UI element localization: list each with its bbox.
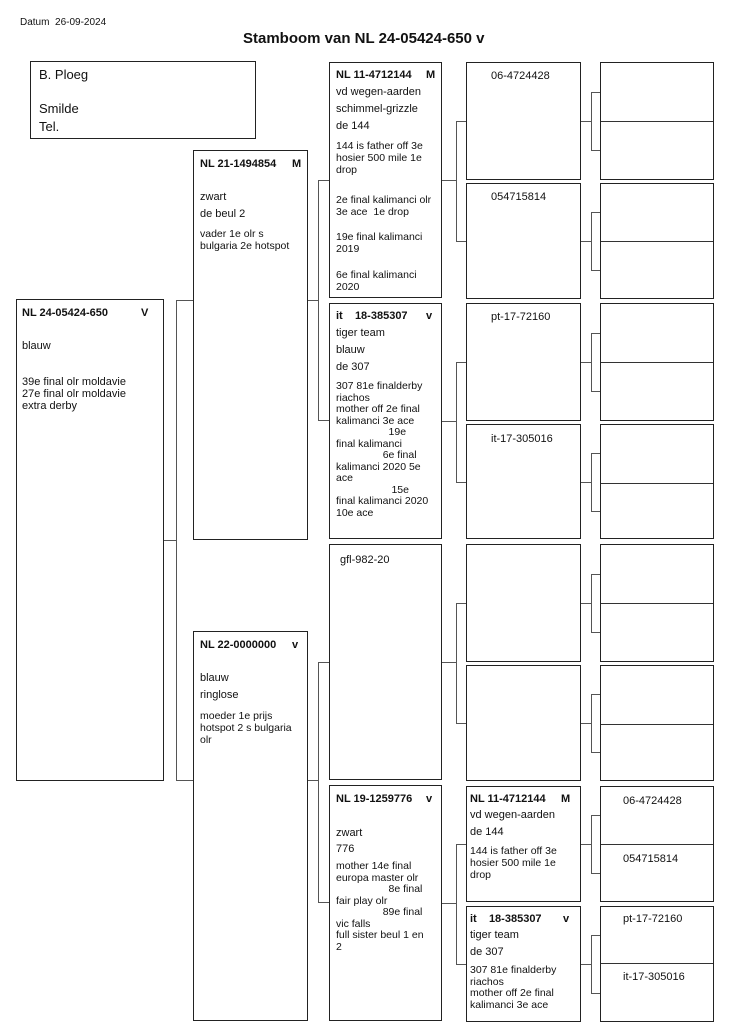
dds-ring: NL 11-4712144 <box>470 793 546 805</box>
page-title: Stamboom van NL 24-05424-650 v <box>243 30 485 47</box>
dam-name: ringlose <box>200 689 239 701</box>
dds-name: vd wegen-aarden <box>470 809 556 821</box>
ssd-ring: 054715814 <box>491 191 547 203</box>
dam-dam-card <box>329 785 442 1021</box>
dam-ring: NL 22-0000000 <box>200 639 277 651</box>
sire-name: de beul 2 <box>200 208 246 220</box>
sd-notes: 307 81e finalderby riachos mother off 2e final kalimanci 3e ace 19e final kalimanci 6e final kalimanci 2020 5e ace 15e final kalimanci 2020 10e ace <box>336 380 429 519</box>
dd-notes: mother 14e final europa master olr 8e final fair play olr 89e final vic falls full sister beul 1 en 2 <box>336 860 424 953</box>
subject-color: blauw <box>22 340 51 352</box>
owner-name: B. Ploeg <box>39 67 89 82</box>
sire-dam-card <box>329 303 442 539</box>
owner-box <box>30 61 256 139</box>
ddd-card <box>466 906 581 1022</box>
sire-color: zwart <box>200 191 227 203</box>
ddds-ring: pt-17-72160 <box>623 913 683 925</box>
sire-card <box>193 150 308 540</box>
dsd-card <box>466 665 581 781</box>
dddd-ring: it-17-305016 <box>623 971 685 983</box>
dd-color: zwart <box>336 827 363 839</box>
dds-notes: 144 is father off 3e hosier 500 mile 1e drop <box>470 845 557 881</box>
subject-ring: NL 24-05424-650 <box>22 307 109 319</box>
gen5-card-4 <box>600 424 714 539</box>
ddd-sex: v <box>563 913 570 925</box>
dd-ring: NL 19-1259776 <box>336 793 413 805</box>
dam-sire-card <box>329 544 442 780</box>
sds-ring: pt-17-72160 <box>491 311 551 323</box>
subject-card <box>16 299 164 781</box>
ss-color: schimmel-grizzle <box>336 103 418 115</box>
ddds-card <box>600 906 714 1022</box>
ss-sex: M <box>426 69 436 81</box>
ssd-card <box>466 183 581 299</box>
ddd-name: tiger team <box>470 929 519 941</box>
ss-nick: de 144 <box>336 120 370 132</box>
ss-ring: NL 11-4712144 <box>336 69 412 81</box>
sd-ring: it 18-385307 <box>336 310 408 322</box>
sdd-card <box>466 424 581 539</box>
sire-ring: NL 21-1494854 <box>200 158 277 170</box>
dss-card <box>466 544 581 662</box>
sire-sire-card <box>329 62 442 298</box>
ss-note3: 19e final kalimanci 2019 <box>336 231 423 255</box>
dd-sex: v <box>426 793 433 805</box>
dds-sex: M <box>561 793 571 805</box>
dds-card <box>466 786 581 902</box>
gen5-card-2 <box>600 183 714 299</box>
ss-note4: 6e final kalimanci 2020 <box>336 269 417 293</box>
sss-card <box>466 62 581 180</box>
gen5-card-6 <box>600 665 714 781</box>
ddss-card <box>600 786 714 902</box>
ddd-nick: de 307 <box>470 946 504 958</box>
dam-color: blauw <box>200 672 229 684</box>
sire-notes: vader 1e olr s bulgaria 2e hotspot <box>200 228 290 252</box>
sire-sex: M <box>292 158 302 170</box>
sd-sex: v <box>426 310 433 322</box>
ddd-ring: it 18-385307 <box>470 913 542 925</box>
gen5-card-3 <box>600 303 714 421</box>
sd-name: tiger team <box>336 327 385 339</box>
sdd-ring: it-17-305016 <box>491 433 553 445</box>
ddss-ring: 06-4724428 <box>623 795 682 807</box>
sds-card <box>466 303 581 421</box>
dd-nick: 776 <box>336 843 355 855</box>
sd-color: blauw <box>336 344 365 356</box>
gen5-card-5 <box>600 544 714 662</box>
ds-ring: gfl-982-20 <box>340 554 390 566</box>
subject-notes: 39e final olr moldavie 27e final olr moldavie extra derby <box>22 376 126 412</box>
ss-name: vd wegen-aarden <box>336 86 422 98</box>
subject-sex: V <box>141 307 149 319</box>
dam-notes: moeder 1e prijs hotspot 2 s bulgaria olr <box>200 710 292 746</box>
ddd-notes: 307 81e finalderby riachos mother off 2e final kalimanci 3e ace <box>470 964 557 1011</box>
sss-ring: 06-4724428 <box>491 70 550 82</box>
gen5-card-1 <box>600 62 714 180</box>
owner-city: Smilde <box>39 101 79 116</box>
dam-card <box>193 631 308 1021</box>
sd-nick: de 307 <box>336 361 370 373</box>
ss-note2: 2e final kalimanci olr 3e ace 1e drop <box>336 194 432 218</box>
dam-sex: v <box>292 639 299 651</box>
ss-note1: 144 is father off 3e hosier 500 mile 1e drop <box>336 140 423 176</box>
dds-nick: de 144 <box>470 826 504 838</box>
ddsd-ring: 054715814 <box>623 853 679 865</box>
owner-tel: Tel. <box>39 119 60 134</box>
date-label: Datum 26-09-2024 <box>20 17 107 28</box>
